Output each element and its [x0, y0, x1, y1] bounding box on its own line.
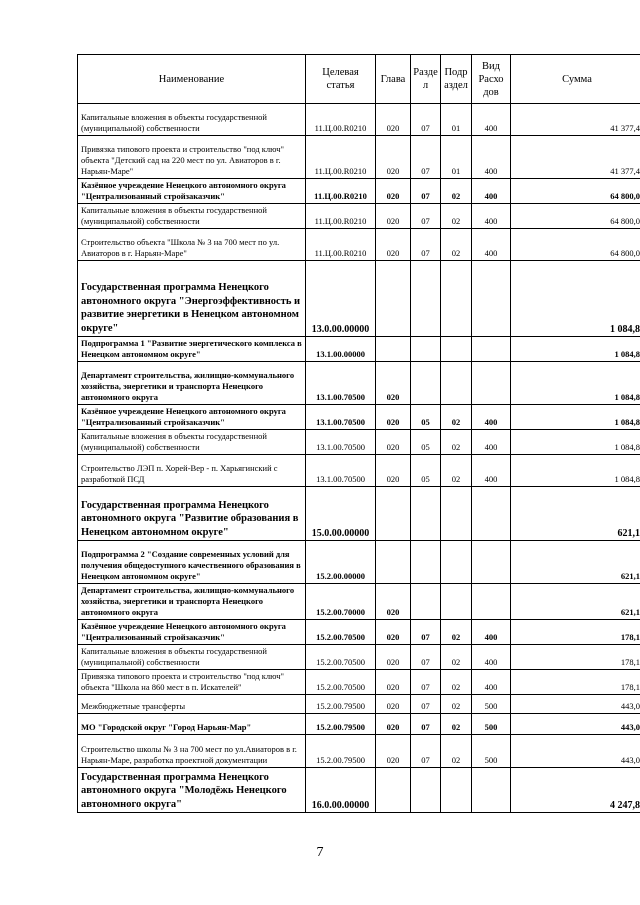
cell-section: 07	[411, 136, 441, 179]
cell-target: 11.Ц.00.R0210	[306, 229, 376, 261]
table-row	[78, 670, 640, 695]
cell-name: Капитальные вложения в объекты государственной (муниципальной) собственности	[78, 430, 306, 455]
table-row	[78, 584, 640, 620]
cell-chapter	[376, 487, 411, 541]
cell-section: 07	[411, 714, 441, 735]
cell-chapter	[376, 261, 411, 337]
table-row	[78, 204, 640, 229]
table-row	[78, 179, 640, 204]
cell-expense-type: 400	[472, 455, 511, 487]
cell-expense-type	[472, 768, 511, 813]
header-target: Целевая статья	[306, 55, 376, 104]
table-row	[78, 362, 640, 405]
cell-expense-type: 400	[472, 104, 511, 136]
cell-chapter: 020	[376, 136, 411, 179]
cell-expense-type: 400	[472, 136, 511, 179]
table-body	[78, 104, 640, 813]
cell-name: Подпрограмма 1 "Развитие энергетического комплекса в Ненецком автономном округе"	[78, 337, 306, 362]
cell-section: 07	[411, 645, 441, 670]
cell-section: 07	[411, 670, 441, 695]
cell-chapter: 020	[376, 695, 411, 714]
header-section: Разде л	[411, 55, 441, 104]
table-row	[78, 337, 640, 362]
cell-section: 07	[411, 620, 441, 645]
cell-chapter: 020	[376, 204, 411, 229]
cell-amount: 443,0	[511, 735, 640, 768]
table-row	[78, 620, 640, 645]
cell-name: Привязка типового проекта и строительство "под ключ" объекта "Школа на 860 мест в п. Искателей"	[78, 670, 306, 695]
cell-target: 16.0.00.00000	[306, 768, 376, 813]
cell-amount: 621,1	[511, 541, 640, 584]
cell-name: Государственная программа Ненецкого автономного округа "Энергоэффективность и развитие энергетики в Ненецком автономном округе"	[78, 261, 306, 337]
table-row	[78, 455, 640, 487]
cell-subsection: 02	[441, 670, 472, 695]
cell-amount: 1 084,8	[511, 337, 640, 362]
cell-chapter: 020	[376, 229, 411, 261]
cell-section: 07	[411, 229, 441, 261]
cell-amount: 64 800,0	[511, 179, 640, 204]
cell-section: 07	[411, 179, 441, 204]
cell-subsection	[441, 768, 472, 813]
cell-subsection	[441, 362, 472, 405]
cell-expense-type: 500	[472, 714, 511, 735]
cell-section	[411, 768, 441, 813]
cell-amount: 621,1	[511, 584, 640, 620]
cell-section	[411, 584, 441, 620]
header-expense-type: Вид Расхо дов	[472, 55, 511, 104]
cell-section: 07	[411, 735, 441, 768]
cell-section	[411, 261, 441, 337]
cell-section: 05	[411, 430, 441, 455]
cell-expense-type: 400	[472, 645, 511, 670]
cell-chapter: 020	[376, 362, 411, 405]
cell-subsection: 02	[441, 620, 472, 645]
cell-amount: 1 084,8	[511, 455, 640, 487]
cell-name: Казённое учреждение Ненецкого автономного округа "Централизованный стройзаказчик"	[78, 405, 306, 430]
table-row	[78, 136, 640, 179]
cell-chapter	[376, 541, 411, 584]
table-header-row	[78, 55, 640, 104]
cell-section: 05	[411, 455, 441, 487]
table-row	[78, 487, 640, 541]
cell-section: 05	[411, 405, 441, 430]
cell-section: 07	[411, 204, 441, 229]
cell-target: 15.2.00.70500	[306, 620, 376, 645]
table-row	[78, 541, 640, 584]
cell-name: Привязка типового проекта и строительство "под ключ" объекта "Детский сад на 220 мест по ул. Авиаторов в г. Нарьян-Маре"	[78, 136, 306, 179]
cell-name: Государственная программа Ненецкого автономного округа "Развитие образования в Ненецком автономном округе"	[78, 487, 306, 541]
cell-name: Департамент строительства, жилищно-коммунального хозяйства, энергетики и транспорта Ненецкого автономного округа	[78, 362, 306, 405]
cell-chapter: 020	[376, 735, 411, 768]
cell-amount: 4 247,8	[511, 768, 640, 813]
cell-expense-type: 400	[472, 620, 511, 645]
cell-target: 11.Ц.00.R0210	[306, 179, 376, 204]
header-chapter: Глава	[376, 55, 411, 104]
cell-amount: 178,1	[511, 670, 640, 695]
cell-amount: 443,0	[511, 695, 640, 714]
cell-expense-type: 400	[472, 179, 511, 204]
cell-name: Строительство объекта "Школа № 3 на 700 мест по ул. Авиаторов в г. Нарьян-Маре"	[78, 229, 306, 261]
cell-expense-type: 400	[472, 229, 511, 261]
cell-expense-type	[472, 337, 511, 362]
cell-name: Департамент строительства, жилищно-коммунального хозяйства, энергетики и транспорта Ненецкого автономного округа	[78, 584, 306, 620]
cell-expense-type: 400	[472, 204, 511, 229]
cell-chapter	[376, 768, 411, 813]
cell-chapter: 020	[376, 430, 411, 455]
cell-chapter: 020	[376, 405, 411, 430]
cell-expense-type: 400	[472, 430, 511, 455]
header-subsection: Подр аздел	[441, 55, 472, 104]
cell-target: 13.1.00.00000	[306, 337, 376, 362]
table-row	[78, 735, 640, 768]
cell-name: Капитальные вложения в объекты государственной (муниципальной) собственности	[78, 104, 306, 136]
table-row	[78, 430, 640, 455]
cell-target: 11.Ц.00.R0210	[306, 104, 376, 136]
cell-chapter: 020	[376, 645, 411, 670]
cell-subsection: 02	[441, 430, 472, 455]
cell-chapter: 020	[376, 620, 411, 645]
cell-subsection	[441, 261, 472, 337]
cell-target: 15.2.00.00000	[306, 541, 376, 584]
cell-amount: 64 800,0	[511, 204, 640, 229]
cell-amount: 621,1	[511, 487, 640, 541]
cell-subsection: 01	[441, 136, 472, 179]
cell-target: 13.1.00.70500	[306, 362, 376, 405]
header-name: Наименование	[78, 55, 306, 104]
page-number: 7	[316, 845, 324, 860]
cell-name: Казённое учреждение Ненецкого автономного округа "Централизованный стройзаказчик"	[78, 620, 306, 645]
cell-amount: 443,0	[511, 714, 640, 735]
cell-subsection	[441, 541, 472, 584]
cell-target: 13.1.00.70500	[306, 455, 376, 487]
cell-expense-type: 400	[472, 670, 511, 695]
cell-subsection: 01	[441, 104, 472, 136]
cell-expense-type	[472, 584, 511, 620]
cell-expense-type: 500	[472, 695, 511, 714]
table-row	[78, 104, 640, 136]
cell-chapter: 020	[376, 179, 411, 204]
cell-target: 13.1.00.70500	[306, 405, 376, 430]
table-row	[78, 768, 640, 813]
cell-section	[411, 337, 441, 362]
cell-subsection: 02	[441, 455, 472, 487]
cell-amount: 41 377,4	[511, 104, 640, 136]
cell-amount: 1 084,8	[511, 261, 640, 337]
table-row	[78, 405, 640, 430]
cell-section: 07	[411, 104, 441, 136]
table-row	[78, 695, 640, 714]
cell-expense-type: 400	[472, 405, 511, 430]
cell-target: 15.2.00.70500	[306, 645, 376, 670]
table-row	[78, 714, 640, 735]
cell-subsection: 02	[441, 229, 472, 261]
cell-amount: 1 084,8	[511, 362, 640, 405]
cell-expense-type	[472, 362, 511, 405]
cell-chapter: 020	[376, 455, 411, 487]
cell-subsection	[441, 487, 472, 541]
cell-subsection	[441, 337, 472, 362]
budget-table	[77, 54, 640, 813]
cell-target: 15.2.00.79500	[306, 714, 376, 735]
cell-amount: 1 084,8	[511, 430, 640, 455]
cell-chapter: 020	[376, 670, 411, 695]
cell-name: Межбюджетные трансферты	[78, 695, 306, 714]
table-row	[78, 229, 640, 261]
cell-section	[411, 541, 441, 584]
cell-amount: 178,1	[511, 620, 640, 645]
cell-target: 11.Ц.00.R0210	[306, 204, 376, 229]
cell-target: 15.2.00.79500	[306, 735, 376, 768]
cell-subsection: 02	[441, 735, 472, 768]
cell-subsection	[441, 584, 472, 620]
cell-chapter	[376, 337, 411, 362]
cell-expense-type	[472, 541, 511, 584]
cell-name: МО "Городской округ "Город Нарьян-Мар"	[78, 714, 306, 735]
cell-subsection: 02	[441, 179, 472, 204]
header-amount: Сумма	[511, 55, 640, 104]
cell-chapter: 020	[376, 584, 411, 620]
cell-amount: 64 800,0	[511, 229, 640, 261]
table-row	[78, 261, 640, 337]
cell-name: Строительство ЛЭП п. Хорей-Вер - п. Харьягинский с разработкой ПСД	[78, 455, 306, 487]
cell-section: 07	[411, 695, 441, 714]
cell-expense-type	[472, 261, 511, 337]
cell-name: Капитальные вложения в объекты государственной (муниципальной) собственности	[78, 204, 306, 229]
cell-name: Государственная программа Ненецкого автономного округа "Молодёжь Ненецкого автономного округа"	[78, 768, 306, 813]
cell-target: 15.0.00.00000	[306, 487, 376, 541]
cell-target: 15.2.00.70500	[306, 670, 376, 695]
cell-target: 13.1.00.70500	[306, 430, 376, 455]
cell-target: 15.2.00.79500	[306, 695, 376, 714]
cell-name: Капитальные вложения в объекты государственной (муниципальной) собственности	[78, 645, 306, 670]
cell-name: Казённое учреждение Ненецкого автономного округа "Централизованный стройзаказчик"	[78, 179, 306, 204]
cell-target: 13.0.00.00000	[306, 261, 376, 337]
cell-amount: 178,1	[511, 645, 640, 670]
cell-name: Строительство школы № 3 на 700 мест по ул.Авиаторов в г. Нарьян-Маре, разработка проектной документации	[78, 735, 306, 768]
cell-target: 11.Ц.00.R0210	[306, 136, 376, 179]
cell-subsection: 02	[441, 645, 472, 670]
cell-amount: 41 377,4	[511, 136, 640, 179]
table-row	[78, 645, 640, 670]
cell-subsection: 02	[441, 714, 472, 735]
cell-amount: 1 084,8	[511, 405, 640, 430]
cell-section	[411, 487, 441, 541]
cell-chapter: 020	[376, 714, 411, 735]
cell-expense-type	[472, 487, 511, 541]
cell-subsection: 02	[441, 695, 472, 714]
cell-subsection: 02	[441, 204, 472, 229]
cell-target: 15.2.00.70000	[306, 584, 376, 620]
cell-subsection: 02	[441, 405, 472, 430]
cell-chapter: 020	[376, 104, 411, 136]
cell-section	[411, 362, 441, 405]
cell-name: Подпрограмма 2 "Создание современных условий для получения общедоступного качественного образования в Ненецком автономном округе"	[78, 541, 306, 584]
cell-expense-type: 500	[472, 735, 511, 768]
